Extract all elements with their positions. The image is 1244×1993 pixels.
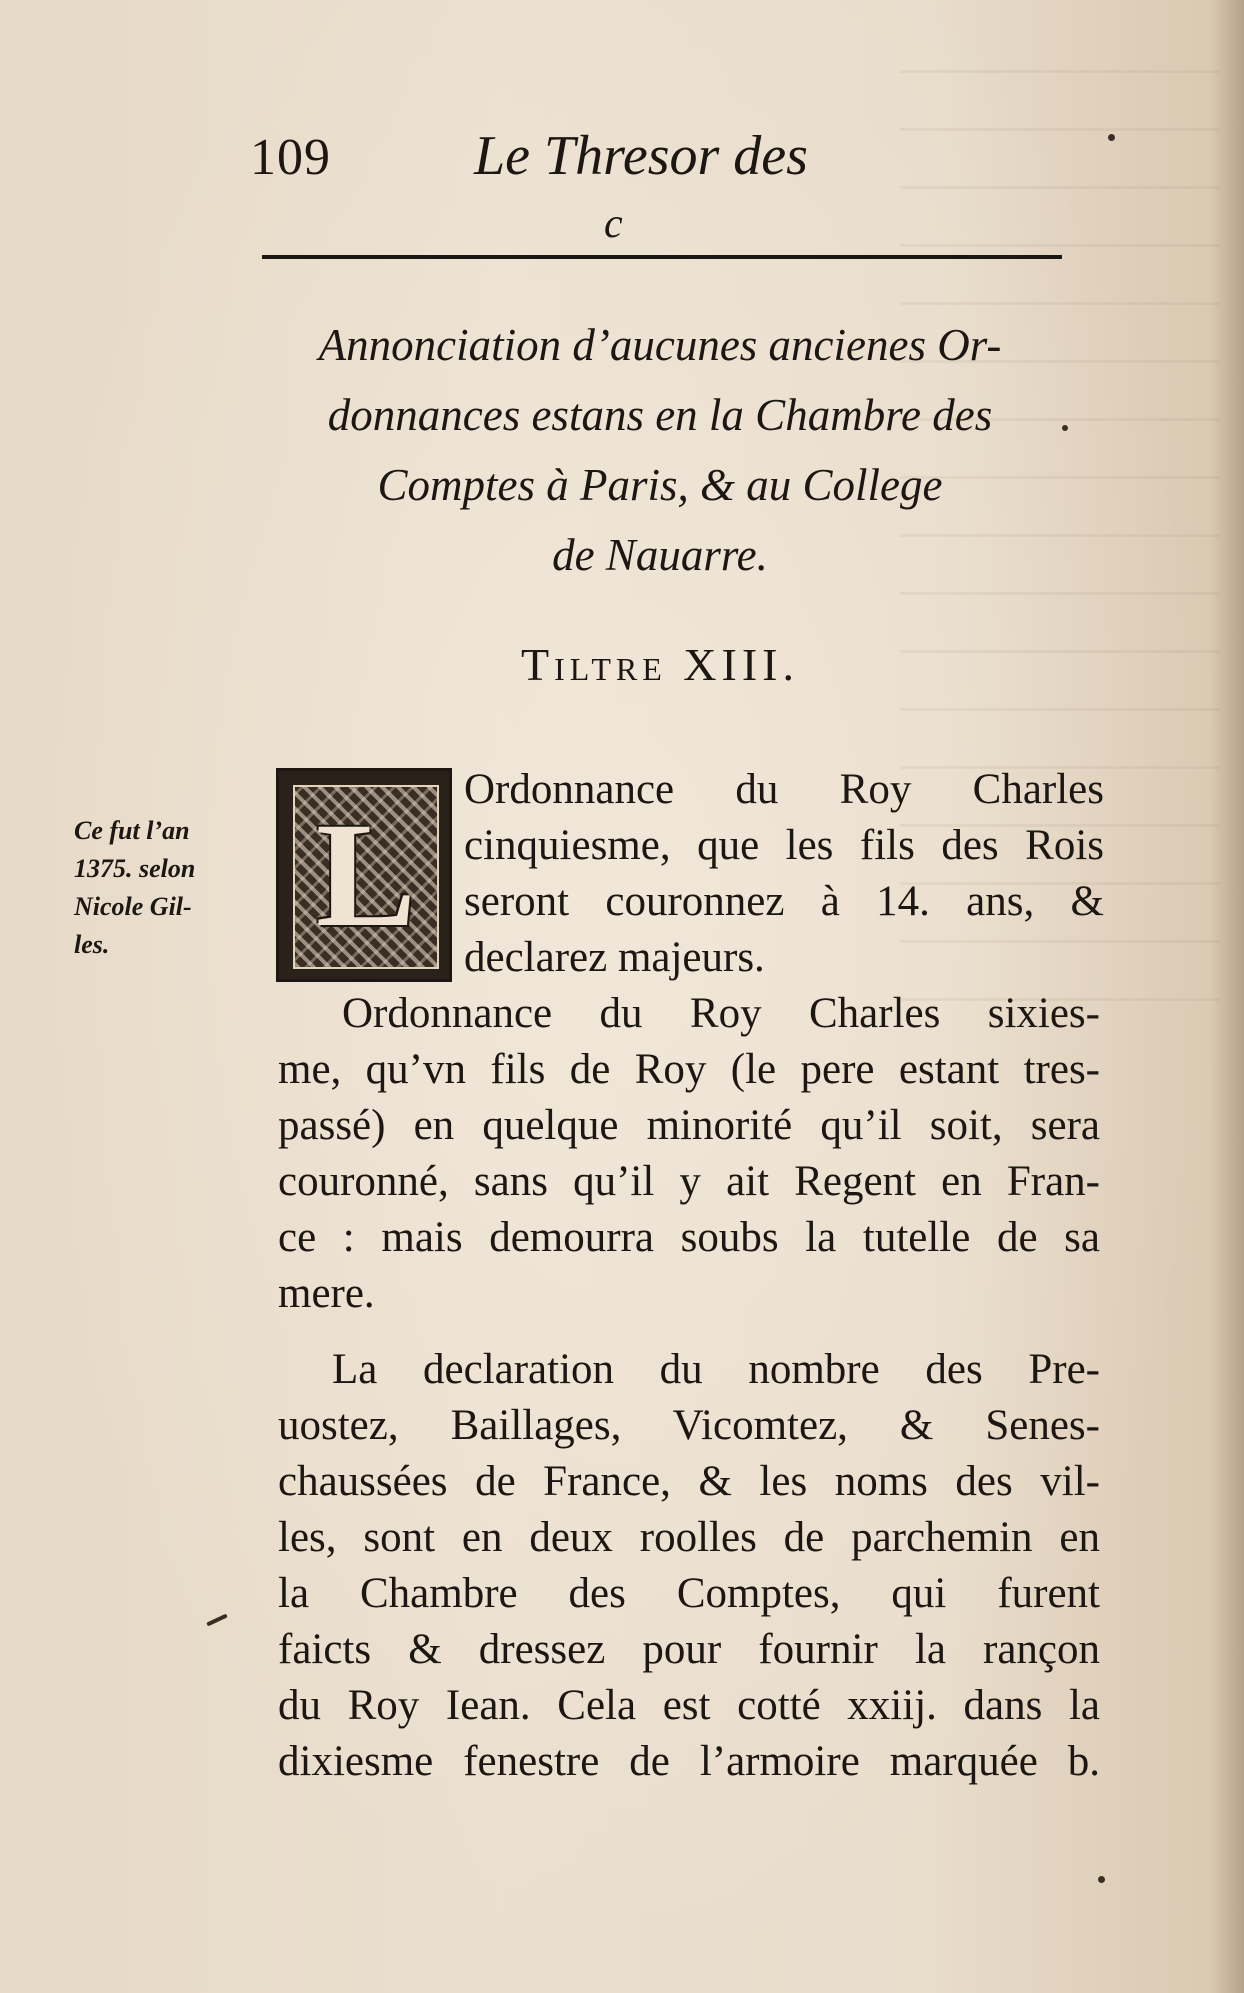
catchmark: c (604, 201, 623, 247)
paragraph-2 (278, 986, 1100, 1322)
text-line: passé) en quelque minorité qu’il soit, sera (278, 1102, 1100, 1149)
ink-speck (1108, 134, 1115, 141)
ink-speck (1098, 1876, 1105, 1883)
text-line: chaussées de France, & les noms des vil- (278, 1458, 1100, 1505)
text-line: Ordonnance du Roy Charles (464, 766, 1104, 813)
text-line: seront couronnez à 14. ans, & (464, 878, 1104, 925)
heading-line: Comptes à Paris, & au College (377, 460, 943, 510)
heading-line: de Nauarre. (552, 530, 768, 580)
text-line: cinquiesme, que les fils des Rois (464, 822, 1104, 869)
text-line: ce : mais demourra soubs la tutelle de sa (278, 1214, 1100, 1261)
text-line: couronné, sans qu’il y ait Regent en Fran- (278, 1158, 1100, 1205)
text-line: Ordonnance du Roy Charles sixies- (342, 990, 1100, 1037)
paragraph-3 (278, 1342, 1100, 1790)
margin-note-line: Ce fut l’an (74, 816, 190, 845)
chapter-heading (240, 310, 1080, 590)
text-line: la Chambre des Comptes, qui furent (278, 1570, 1100, 1617)
text-line: les, sont en deux roolles de parchemin en (278, 1514, 1100, 1561)
ink-speck (206, 1614, 228, 1627)
running-head (250, 118, 1070, 198)
text-line: La declaration du nombre des Pre- (332, 1346, 1100, 1393)
margin-note-line: 1375. selon (74, 854, 196, 883)
header-rule (262, 255, 1062, 259)
text-line: uostez, Baillages, Vicomtez, & Senes- (278, 1402, 1100, 1449)
text-line: du Roy Iean. Cela est cotté xxiij. dans la (278, 1682, 1100, 1729)
decorated-initial (276, 768, 452, 982)
ink-speck (1062, 425, 1068, 431)
initial-letter: L (315, 792, 417, 958)
margin-note-line: Nicole Gil- (74, 892, 192, 921)
page-edge-shadow (1210, 0, 1244, 1993)
text-line: mere. (278, 1270, 375, 1317)
text-line: me, qu’vn fils de Roy (le pere estant tres- (278, 1046, 1100, 1093)
text-line: declarez majeurs. (464, 934, 765, 981)
margin-note (74, 812, 264, 964)
running-title: Le Thresor des (474, 125, 808, 187)
heading-line: Annonciation d’aucunes ancienes Or- (318, 320, 1002, 370)
initial-ornament (293, 785, 439, 969)
heading-line: donnances estans en la Chambre des (327, 390, 993, 440)
page-number: 109 (250, 129, 331, 186)
margin-note-line: les. (74, 930, 110, 959)
paragraph-1 (464, 762, 1104, 986)
text-line: faicts & dressez pour fournir la rançon (278, 1626, 1100, 1673)
section-title: Tiltre XIII. (521, 639, 799, 690)
text-line: dixiesme fenestre de l’armoire marquée b. (278, 1738, 1100, 1785)
